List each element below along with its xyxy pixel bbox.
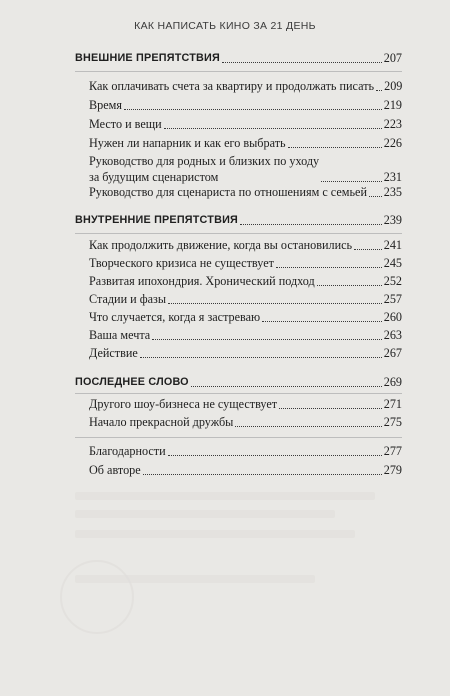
leader-dots [288, 147, 382, 148]
toc-item-about-author[interactable] [89, 462, 402, 478]
leader-dots [240, 224, 382, 225]
toc-item-title: Ваша мечта [89, 328, 151, 342]
toc-item-title: Что случается, когда я застреваю [89, 310, 261, 324]
toc-item[interactable] [89, 255, 402, 271]
leader-dots [317, 285, 382, 286]
running-head: КАК НАПИСАТЬ КИНО ЗА 21 ДЕНЬ [134, 20, 316, 32]
toc-item-title: Благодарности [89, 444, 166, 458]
toc-section-final-word[interactable] [75, 374, 402, 390]
toc-item-title: Стадии и фазы [89, 292, 167, 306]
toc-page-number: 277 [383, 444, 402, 458]
toc-section-internal-obstacles[interactable] [75, 212, 402, 228]
toc-page-number: 260 [383, 310, 402, 324]
leader-dots [140, 357, 382, 358]
toc-item[interactable] [89, 396, 402, 412]
show-through [75, 492, 375, 500]
toc-page-number: 226 [383, 136, 402, 150]
toc-page-number: 209 [384, 79, 403, 93]
leader-dots [168, 455, 382, 456]
toc-item[interactable] [89, 135, 402, 151]
toc-item[interactable] [89, 345, 402, 361]
toc-page-number: 279 [383, 463, 402, 477]
section-rule [75, 71, 402, 72]
toc-section-title: ВНЕШНИЕ ПРЕПЯТСТВИЯ [75, 52, 220, 64]
leader-dots [143, 474, 382, 475]
leader-dots [279, 408, 382, 409]
toc-item-title: Развитая ипохондрия. Хронический подход [89, 274, 315, 288]
toc-item-title-line: Руководство для родных и близких по уходу [89, 154, 320, 168]
toc-page-number: 207 [383, 51, 402, 65]
leader-dots [321, 181, 382, 182]
leader-dots [164, 128, 382, 129]
toc-item-title: Действие [89, 346, 138, 360]
toc-item-title: Место и вещи [89, 117, 162, 131]
toc-item[interactable] [89, 237, 402, 253]
toc-page-number: 271 [383, 397, 402, 411]
toc-item[interactable] [89, 153, 402, 185]
toc-item-title: Как оплачивать счета за квартиру и продолжать писать [89, 79, 375, 93]
leader-dots [168, 303, 382, 304]
toc-page-number: 267 [383, 346, 402, 360]
toc-page-number: 235 [383, 185, 402, 199]
toc-page-number: 239 [383, 213, 402, 227]
toc-item-title [89, 153, 319, 185]
toc-section-external-obstacles[interactable] [75, 50, 402, 66]
toc-page-number: 275 [383, 415, 402, 429]
toc-page-number: 241 [383, 238, 402, 252]
toc-item[interactable] [89, 291, 402, 307]
toc-page-number: 252 [383, 274, 402, 288]
leader-dots [376, 90, 382, 91]
toc-item-acknowledgements[interactable] [89, 443, 402, 459]
leader-dots [222, 62, 382, 63]
show-through [75, 530, 355, 538]
toc-item-title-line: за будущим сценаристом [89, 170, 219, 184]
toc-section-title: ВНУТРЕННИЕ ПРЕПЯТСТВИЯ [75, 214, 238, 226]
leader-dots [124, 109, 382, 110]
toc-item-title: Время [89, 98, 122, 112]
toc-item[interactable] [89, 116, 402, 132]
toc-item[interactable] [89, 327, 402, 343]
appendix-rule [75, 437, 402, 438]
toc-item-title: Нужен ли напарник и как его выбрать [89, 136, 286, 150]
toc-item[interactable] [89, 309, 402, 325]
leader-dots [235, 426, 381, 427]
toc-item-title: Другого шоу-бизнеса не существует [89, 397, 278, 411]
toc-item-title: Об авторе [89, 463, 141, 477]
section-rule [75, 393, 402, 394]
section-rule [75, 233, 402, 234]
toc-page-number: 263 [383, 328, 402, 342]
show-through [75, 510, 335, 518]
toc-section-title: ПОСЛЕДНЕЕ СЛОВО [75, 376, 189, 388]
toc-item-title: Руководство для сценариста по отношениям с семьей [89, 185, 367, 199]
toc-page-number: 219 [383, 98, 402, 112]
toc-item[interactable] [89, 184, 402, 200]
leader-dots [152, 339, 382, 340]
toc-item-title: Творческого кризиса не существует [89, 256, 274, 270]
leader-dots [262, 321, 382, 322]
leader-dots [369, 196, 382, 197]
toc-item-title: Как продолжить движение, когда вы остановились [89, 238, 353, 252]
toc-item[interactable] [89, 273, 402, 289]
leader-dots [276, 267, 382, 268]
show-through-circle [60, 560, 134, 634]
toc-page-number: 245 [383, 256, 402, 270]
leader-dots [354, 249, 382, 250]
toc-item[interactable] [89, 414, 402, 430]
toc-page-number: 257 [383, 292, 402, 306]
toc-item[interactable] [89, 78, 402, 94]
toc-page-number: 269 [383, 375, 402, 389]
toc-page-number: 231 [383, 170, 402, 184]
toc-page-number: 223 [383, 117, 402, 131]
toc-item[interactable] [89, 97, 402, 113]
toc-item-title: Начало прекрасной дружбы [89, 415, 234, 429]
leader-dots [191, 386, 382, 387]
